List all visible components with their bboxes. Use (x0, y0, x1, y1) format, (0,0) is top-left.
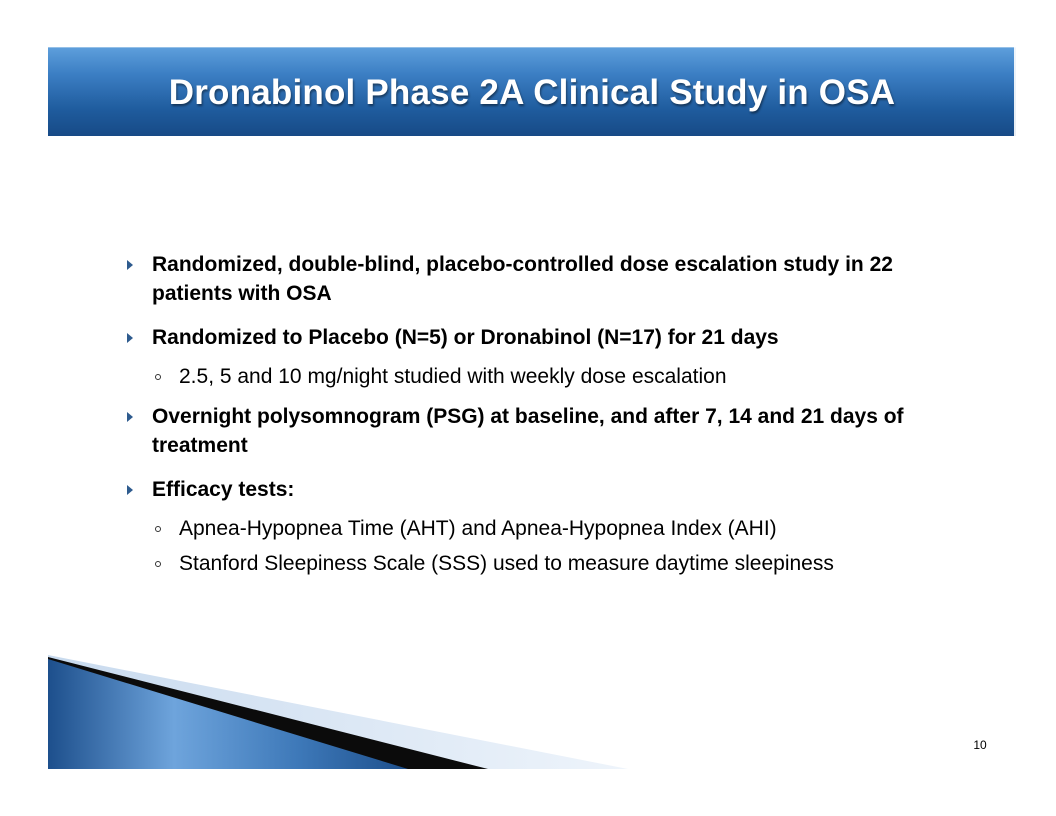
circle-bullet-icon (155, 374, 161, 380)
sub-bullet-item (118, 363, 958, 391)
triangle-bullet-icon (127, 412, 133, 422)
sub-bullet-text: Stanford Sleepiness Scale (SSS) used to measure daytime sleepiness (179, 552, 834, 575)
bullet-item (118, 250, 958, 308)
circle-bullet-icon (155, 526, 161, 532)
bullet-list (118, 250, 958, 589)
page-number: 10 (973, 738, 987, 752)
triangle-bullet-icon (127, 260, 133, 270)
triangle-bullet-icon (127, 333, 133, 343)
slide-title: Dronabinol Phase 2A Clinical Study in OSA (168, 73, 896, 112)
sub-bullet-item (118, 515, 958, 543)
bullet-item (118, 402, 958, 460)
bullet-text: Randomized, double-blind, placebo-controlled dose escalation study in 22 patients with OSA (152, 253, 893, 305)
sub-bullet-item (118, 550, 958, 578)
bullet-text: Overnight polysomnogram (PSG) at baseline, and after 7, 14 and 21 days of treatment (152, 405, 904, 457)
title-bar (48, 47, 1016, 136)
triangle-bullet-icon (127, 485, 133, 495)
bullet-item (118, 323, 958, 352)
bullet-text: Randomized to Placebo (N=5) or Dronabinol (N=17) for 21 days (152, 326, 779, 349)
sub-bullet-text: Apnea-Hypopnea Time (AHT) and Apnea-Hypopnea Index (AHI) (179, 517, 777, 540)
bullet-item (118, 475, 958, 504)
blue-wedge-shape (48, 659, 408, 769)
corner-swoosh-decoration (48, 655, 628, 769)
bullet-text: Efficacy tests: (152, 478, 295, 501)
sub-bullet-text: 2.5, 5 and 10 mg/night studied with weekly dose escalation (179, 365, 727, 388)
circle-bullet-icon (155, 561, 161, 567)
